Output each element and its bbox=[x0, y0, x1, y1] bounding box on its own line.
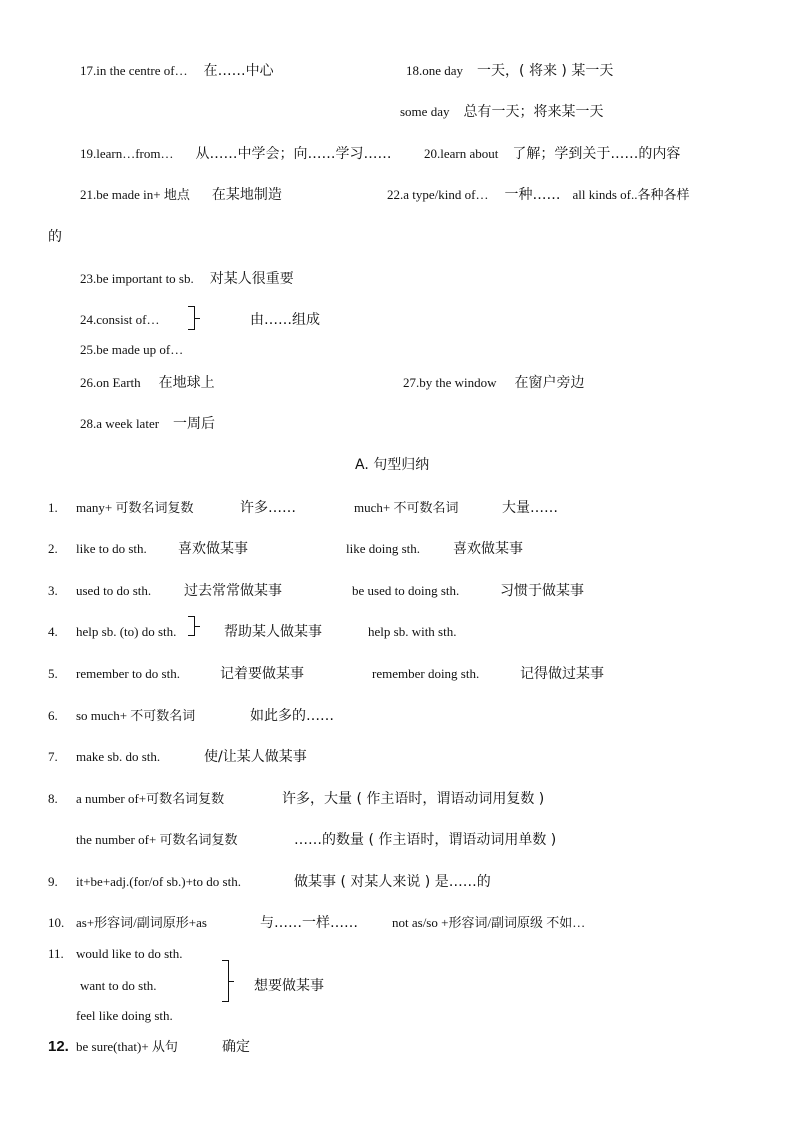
brace bbox=[188, 616, 195, 636]
pattern-5: 5. remember to do sth. 记着要做某事 remember doing sth. 记得做过某事 bbox=[48, 666, 604, 682]
section-title: A. 句型归纳 bbox=[355, 457, 430, 473]
pattern-12: 12. be sure(that)+ 从句 确定 bbox=[48, 1038, 250, 1055]
pattern-11-meaning: 想要做某事 bbox=[254, 978, 324, 994]
brace bbox=[188, 306, 195, 330]
pattern-1: 1. many+ 可数名词复数 许多…… much+ 不可数名词 大量…… bbox=[48, 500, 558, 516]
pattern-8b: the number of+ 可数名词复数 ……的数量 ( 作主语时，谓语动词用单数 ) bbox=[76, 832, 557, 848]
phrase-21: 21.be made in+ 地点 在某地制造 bbox=[80, 187, 282, 203]
phrase-25: 25.be made up of… bbox=[80, 342, 184, 357]
phrase-20: 20.learn about 了解；学到关于……的内容 bbox=[424, 146, 681, 162]
pattern-9: 9. it+be+adj.(for/of sb.)+to do sth. 做某事 ( 对某人来说 ) 是……的 bbox=[48, 874, 491, 890]
phrase-22: 22.a type/kind of… 一种…… all kinds of..各种各样 bbox=[387, 187, 690, 203]
pattern-7: 7. make sb. do sth. 使/让某人做某事 bbox=[48, 749, 307, 765]
pattern-6: 6. so much+ 不可数名词 如此多的…… bbox=[48, 708, 334, 724]
pattern-11: 11. would like to do sth. bbox=[48, 946, 183, 961]
pattern-3: 3. used to do sth. 过去常常做某事 be used to doing sth. 习惯于做某事 bbox=[48, 583, 584, 599]
phrase-18: 18.one day 一天，( 将来 ) 某一天 bbox=[406, 63, 614, 79]
phrase-19: 19.learn…from… 从……中学会；向……学习…… bbox=[80, 146, 392, 162]
pattern-8: 8. a number of+可数名词复数 许多，大量 ( 作主语时，谓语动词用复数 ) bbox=[48, 791, 545, 807]
phrase-27: 27.by the window 在窗户旁边 bbox=[403, 375, 585, 391]
pattern-10: 10. as+形容词/副词原形+as 与……一样…… not as/so +形容词/副词原级 不如… bbox=[48, 915, 586, 931]
pattern-4: 4. help sb. (to) do sth. 帮助某人做某事 help sb. with sth. bbox=[48, 624, 457, 640]
phrase-22-wrap: 的 bbox=[48, 229, 62, 245]
phrase-23: 23.be important to sb. 对某人很重要 bbox=[80, 271, 294, 287]
phrase-24-meaning: 由……组成 bbox=[250, 312, 320, 328]
phrase-17: 17.in the centre of… 在……中心 bbox=[80, 63, 274, 79]
phrase-24: 24.consist of… bbox=[80, 312, 160, 327]
phrase-18b: some day 总有一天；将来某一天 bbox=[400, 104, 604, 120]
pattern-11b: want to do sth. bbox=[80, 978, 157, 993]
phrase-28: 28.a week later 一周后 bbox=[80, 416, 216, 432]
brace bbox=[222, 960, 229, 1002]
pattern-2: 2. like to do sth. 喜欢做某事 like doing sth. 喜欢做某事 bbox=[48, 541, 523, 557]
pattern-11c: feel like doing sth. bbox=[76, 1008, 173, 1023]
phrase-26: 26.on Earth 在地球上 bbox=[80, 375, 215, 391]
